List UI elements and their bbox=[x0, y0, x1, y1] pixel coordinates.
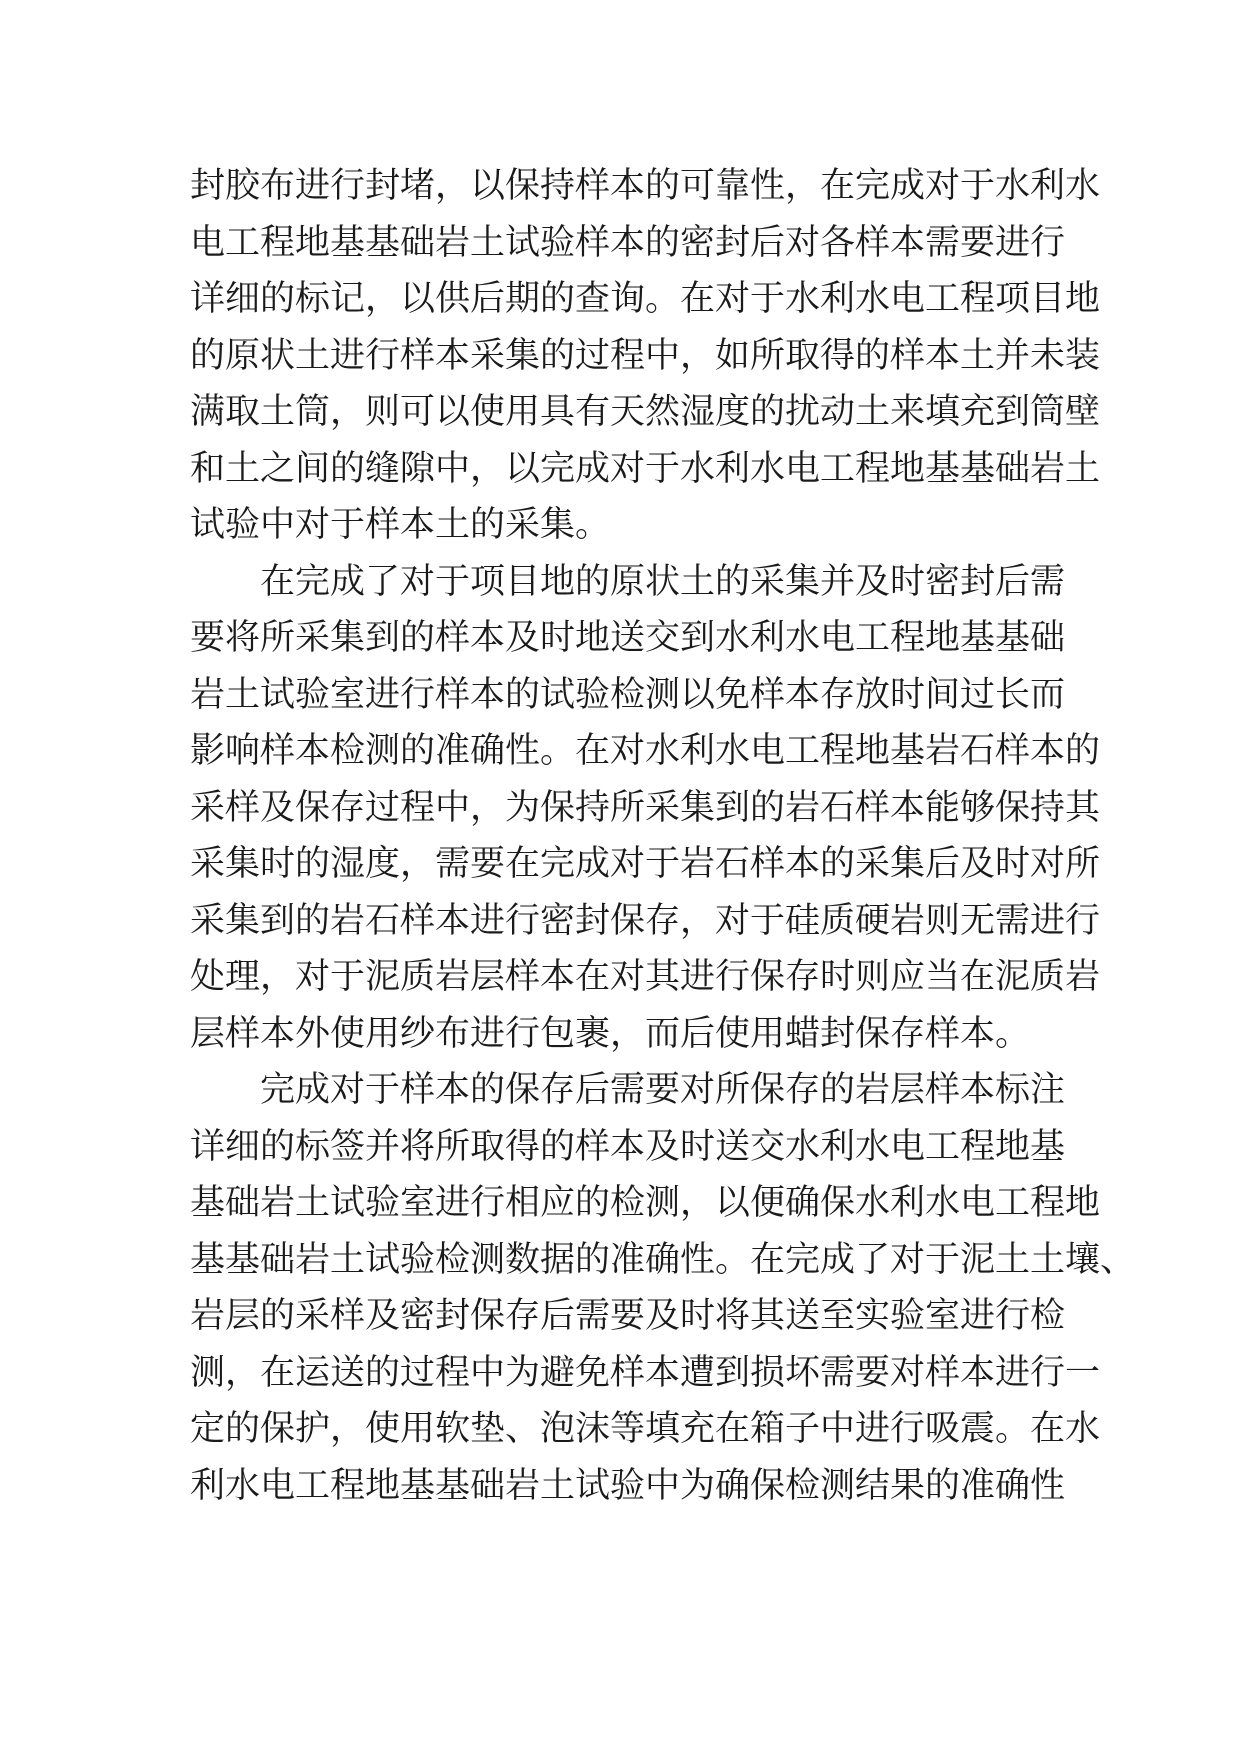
text-line: 利水电工程地基基础岩土试验中为确保检测结果的准确性 bbox=[190, 1465, 1066, 1506]
text-line: 满取土筒，则可以使用具有天然湿度的扰动土来填充到筒壁 bbox=[190, 392, 1101, 432]
text-line: 岩层的采样及密封保存后需要及时将其送至实验室进行检 bbox=[190, 1296, 1066, 1336]
text-line: 要将所采集到的样本及时地送交到水利水电工程地基基础 bbox=[190, 618, 1066, 658]
text-line: 影响样本检测的准确性。在对水利水电工程地基岩石样本的 bbox=[190, 731, 1101, 771]
text-line: 试验中对于样本土的采集。 bbox=[190, 505, 611, 545]
text-line: 详细的标记，以供后期的查询。在对于水利水电工程项目地 bbox=[190, 279, 1101, 319]
text-line: 处理，对于泥质岩层样本在对其进行保存时则应当在泥质岩 bbox=[190, 957, 1101, 997]
text-line: 定的保护，使用软垫、泡沫等填充在箱子中进行吸震。在水 bbox=[190, 1409, 1101, 1449]
text-line: 电工程地基基础岩土试验样本的密封后对各样本需要进行 bbox=[190, 222, 1066, 263]
text-line: 和土之间的缝隙中，以完成对于水利水电工程地基基础岩土 bbox=[190, 448, 1101, 489]
text-line: 详细的标签并将所取得的样本及时送交水利水电工程地基 bbox=[190, 1126, 1066, 1167]
text-line: 基基础岩土试验检测数据的准确性。在完成了对于泥土土壤、 bbox=[190, 1239, 1136, 1280]
text-line: 层样本外使用纱布进行包裹，而后使用蜡封保存样本。 bbox=[190, 1013, 1031, 1054]
text-line: 基础岩土试验室进行相应的检测，以便确保水利水电工程地 bbox=[190, 1183, 1101, 1223]
text-line: 完成对于样本的保存后需要对所保存的岩层样本标注 bbox=[260, 1070, 1066, 1110]
body-text bbox=[190, 158, 1136, 1514]
text-line: 在完成了对于项目地的原状土的采集并及时密封后需 bbox=[260, 561, 1066, 602]
text-line: 采样及保存过程中，为保持所采集到的岩石样本能够保持其 bbox=[190, 787, 1101, 828]
text-line: 采集到的岩石样本进行密封保存，对于硅质硬岩则无需进行 bbox=[190, 900, 1101, 941]
text-line: 测，在运送的过程中为避免样本遭到损坏需要对样本进行一 bbox=[190, 1352, 1101, 1393]
text-line: 封胶布进行封堵，以保持样本的可靠性，在完成对于水利水 bbox=[190, 166, 1101, 206]
text-line: 岩土试验室进行样本的试验检测以免样本存放时间过长而 bbox=[190, 674, 1066, 715]
text-line: 的原状土进行样本采集的过程中，如所取得的样本土并未装 bbox=[190, 335, 1101, 376]
text-line: 采集时的湿度，需要在完成对于岩石样本的采集后及时对所 bbox=[190, 844, 1101, 884]
